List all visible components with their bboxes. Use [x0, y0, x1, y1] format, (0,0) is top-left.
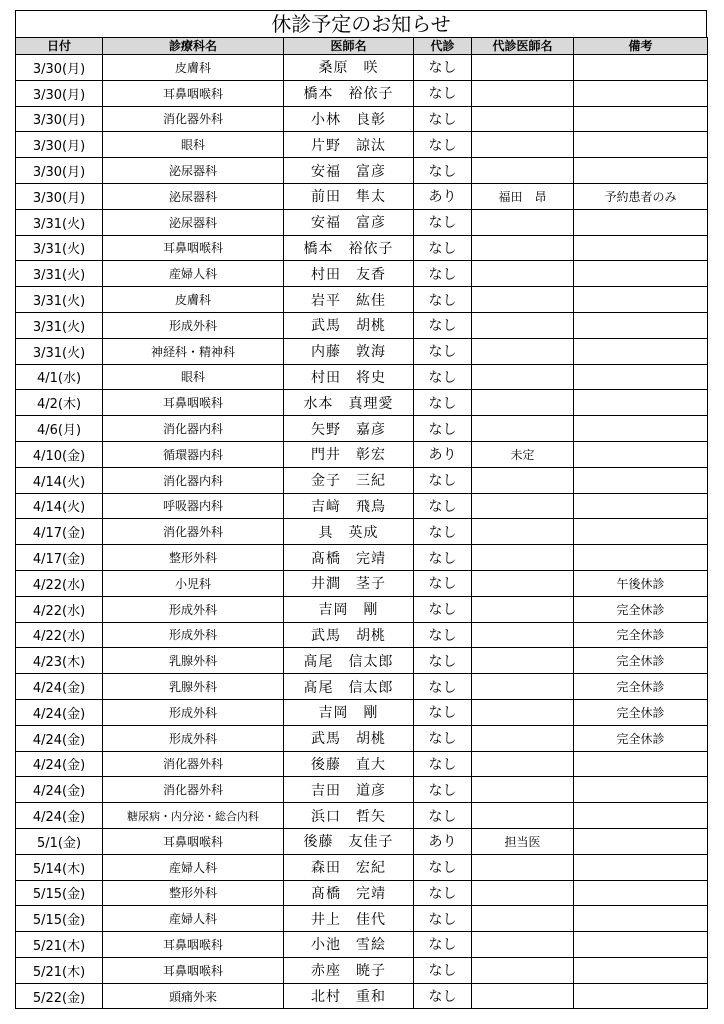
note-cell [574, 854, 708, 880]
date-cell: 4/14(火) [16, 493, 103, 519]
doctor-cell: 浜口 哲矢 [284, 803, 414, 829]
table-row [16, 364, 708, 390]
doctor-cell: 吉岡 剛 [284, 596, 414, 622]
header-substitute: 代診 [414, 38, 472, 55]
department-cell: 耳鼻咽喉科 [103, 390, 284, 416]
note-cell [574, 209, 708, 235]
date-cell: 4/23(木) [16, 648, 103, 674]
note-cell [574, 545, 708, 571]
doctor-cell: 小林 良彰 [284, 106, 414, 132]
date-cell: 4/22(水) [16, 622, 103, 648]
substitute-doctor-cell [472, 674, 574, 700]
substitute-cell: なし [414, 674, 472, 700]
note-cell [574, 364, 708, 390]
note-cell [574, 777, 708, 803]
date-cell: 4/24(金) [16, 699, 103, 725]
table-row [16, 493, 708, 519]
department-cell: 耳鼻咽喉科 [103, 957, 284, 983]
substitute-doctor-cell: 未定 [472, 441, 574, 467]
note-cell: 予約患者のみ [574, 183, 708, 209]
table-row [16, 880, 708, 906]
note-cell [574, 828, 708, 854]
date-cell: 5/1(金) [16, 828, 103, 854]
date-cell: 3/31(火) [16, 338, 103, 364]
department-cell: 糖尿病・内分泌・総合内科 [103, 803, 284, 829]
closure-table [15, 37, 708, 1009]
substitute-cell: なし [414, 55, 472, 81]
doctor-cell: 武馬 胡桃 [284, 725, 414, 751]
doctor-cell: 森田 宏紀 [284, 854, 414, 880]
doctor-cell: 矢野 嘉彦 [284, 416, 414, 442]
substitute-cell: なし [414, 390, 472, 416]
date-cell: 3/30(月) [16, 132, 103, 158]
doctor-cell: 門井 彰宏 [284, 441, 414, 467]
header-department: 診療科名 [103, 38, 284, 55]
department-cell: 消化器内科 [103, 416, 284, 442]
date-cell: 4/24(金) [16, 751, 103, 777]
substitute-doctor-cell [472, 880, 574, 906]
substitute-cell: あり [414, 183, 472, 209]
table-row [16, 854, 708, 880]
table-row [16, 441, 708, 467]
substitute-cell: なし [414, 261, 472, 287]
doctor-cell: 後藤 直大 [284, 751, 414, 777]
note-cell [574, 158, 708, 184]
note-cell: 完全休診 [574, 648, 708, 674]
table-row [16, 416, 708, 442]
date-cell: 5/22(金) [16, 983, 103, 1009]
table-row [16, 467, 708, 493]
substitute-doctor-cell: 担当医 [472, 828, 574, 854]
substitute-doctor-cell [472, 467, 574, 493]
date-cell: 3/30(月) [16, 106, 103, 132]
substitute-doctor-cell [472, 570, 574, 596]
date-cell: 4/2(木) [16, 390, 103, 416]
table-row [16, 183, 708, 209]
note-cell [574, 467, 708, 493]
doctor-cell: 井上 佳代 [284, 906, 414, 932]
note-cell [574, 132, 708, 158]
substitute-doctor-cell [472, 519, 574, 545]
doctor-cell: 金子 三紀 [284, 467, 414, 493]
substitute-doctor-cell [472, 55, 574, 81]
closure-notice-sheet [15, 10, 707, 1009]
department-cell: 眼科 [103, 132, 284, 158]
header-date: 日付 [16, 38, 103, 55]
note-cell [574, 287, 708, 313]
date-cell: 4/17(金) [16, 519, 103, 545]
department-cell: 消化器外科 [103, 106, 284, 132]
substitute-cell: なし [414, 545, 472, 571]
page-title: 休診予定のお知らせ [15, 10, 707, 37]
substitute-cell: なし [414, 880, 472, 906]
doctor-cell: 具 英成 [284, 519, 414, 545]
substitute-cell: なし [414, 725, 472, 751]
date-cell: 3/30(月) [16, 183, 103, 209]
substitute-doctor-cell: 福田 昂 [472, 183, 574, 209]
doctor-cell: 赤座 暁子 [284, 957, 414, 983]
substitute-cell: なし [414, 983, 472, 1009]
table-row [16, 957, 708, 983]
date-cell: 5/15(金) [16, 880, 103, 906]
doctor-cell: 片野 諒汰 [284, 132, 414, 158]
note-cell [574, 932, 708, 958]
substitute-cell: なし [414, 287, 472, 313]
doctor-cell: 北村 重和 [284, 983, 414, 1009]
substitute-cell: なし [414, 106, 472, 132]
substitute-doctor-cell [472, 390, 574, 416]
date-cell: 3/30(月) [16, 158, 103, 184]
substitute-cell: あり [414, 828, 472, 854]
table-row [16, 287, 708, 313]
department-cell: 泌尿器科 [103, 158, 284, 184]
table-row [16, 596, 708, 622]
substitute-cell: なし [414, 699, 472, 725]
table-row [16, 390, 708, 416]
date-cell: 3/31(火) [16, 235, 103, 261]
doctor-cell: 内藤 敦海 [284, 338, 414, 364]
note-cell [574, 751, 708, 777]
table-row [16, 570, 708, 596]
department-cell: 整形外科 [103, 545, 284, 571]
note-cell [574, 390, 708, 416]
doctor-cell: 武馬 胡桃 [284, 312, 414, 338]
date-cell: 4/6(月) [16, 416, 103, 442]
date-cell: 3/30(月) [16, 80, 103, 106]
table-row [16, 622, 708, 648]
note-cell [574, 493, 708, 519]
doctor-cell: 後藤 友佳子 [284, 828, 414, 854]
doctor-cell: 髙尾 信太郎 [284, 674, 414, 700]
substitute-doctor-cell [472, 957, 574, 983]
date-cell: 5/14(木) [16, 854, 103, 880]
table-row [16, 828, 708, 854]
department-cell: 頭痛外来 [103, 983, 284, 1009]
substitute-doctor-cell [472, 596, 574, 622]
substitute-doctor-cell [472, 261, 574, 287]
note-cell [574, 519, 708, 545]
department-cell: 皮膚科 [103, 55, 284, 81]
substitute-doctor-cell [472, 545, 574, 571]
substitute-cell: なし [414, 235, 472, 261]
date-cell: 4/22(水) [16, 570, 103, 596]
note-cell [574, 80, 708, 106]
doctor-cell: 吉田 道彦 [284, 777, 414, 803]
note-cell: 完全休診 [574, 622, 708, 648]
substitute-cell: なし [414, 416, 472, 442]
date-cell: 4/24(金) [16, 803, 103, 829]
table-row [16, 674, 708, 700]
substitute-doctor-cell [472, 132, 574, 158]
substitute-doctor-cell [472, 80, 574, 106]
department-cell: 耳鼻咽喉科 [103, 932, 284, 958]
department-cell: 形成外科 [103, 725, 284, 751]
note-cell: 完全休診 [574, 674, 708, 700]
substitute-doctor-cell [472, 364, 574, 390]
date-cell: 4/10(金) [16, 441, 103, 467]
doctor-cell: 桑原 咲 [284, 55, 414, 81]
substitute-doctor-cell [472, 622, 574, 648]
substitute-cell: なし [414, 777, 472, 803]
substitute-doctor-cell [472, 493, 574, 519]
date-cell: 3/31(火) [16, 261, 103, 287]
table-row [16, 158, 708, 184]
department-cell: 耳鼻咽喉科 [103, 235, 284, 261]
substitute-cell: なし [414, 158, 472, 184]
table-row [16, 983, 708, 1009]
doctor-cell: 吉岡 剛 [284, 699, 414, 725]
header-substitute-doctor: 代診医師名 [472, 38, 574, 55]
department-cell: 産婦人科 [103, 261, 284, 287]
substitute-cell: なし [414, 854, 472, 880]
substitute-doctor-cell [472, 854, 574, 880]
date-cell: 4/24(金) [16, 674, 103, 700]
substitute-cell: なし [414, 80, 472, 106]
table-row [16, 932, 708, 958]
substitute-doctor-cell [472, 287, 574, 313]
substitute-doctor-cell [472, 751, 574, 777]
note-cell [574, 957, 708, 983]
substitute-cell: なし [414, 132, 472, 158]
substitute-cell: なし [414, 932, 472, 958]
substitute-doctor-cell [472, 106, 574, 132]
table-row [16, 751, 708, 777]
table-row [16, 209, 708, 235]
note-cell: 完全休診 [574, 725, 708, 751]
substitute-doctor-cell [472, 312, 574, 338]
substitute-cell: なし [414, 803, 472, 829]
department-cell: 泌尿器科 [103, 183, 284, 209]
note-cell [574, 312, 708, 338]
note-cell: 完全休診 [574, 596, 708, 622]
substitute-cell: なし [414, 622, 472, 648]
note-cell [574, 106, 708, 132]
date-cell: 5/21(木) [16, 957, 103, 983]
substitute-doctor-cell [472, 235, 574, 261]
doctor-cell: 橋本 裕依子 [284, 235, 414, 261]
department-cell: 乳腺外科 [103, 648, 284, 674]
department-cell: 呼吸器内科 [103, 493, 284, 519]
date-cell: 3/31(火) [16, 209, 103, 235]
date-cell: 4/14(火) [16, 467, 103, 493]
header-doctor: 医師名 [284, 38, 414, 55]
table-row [16, 725, 708, 751]
note-cell [574, 338, 708, 364]
department-cell: 消化器外科 [103, 777, 284, 803]
table-row [16, 261, 708, 287]
department-cell: 形成外科 [103, 622, 284, 648]
doctor-cell: 水本 真理愛 [284, 390, 414, 416]
note-cell [574, 416, 708, 442]
note-cell [574, 880, 708, 906]
department-cell: 消化器外科 [103, 751, 284, 777]
department-cell: 神経科・精神科 [103, 338, 284, 364]
substitute-doctor-cell [472, 725, 574, 751]
substitute-doctor-cell [472, 416, 574, 442]
department-cell: 消化器外科 [103, 519, 284, 545]
doctor-cell: 橋本 裕依子 [284, 80, 414, 106]
doctor-cell: 岩平 紘佳 [284, 287, 414, 313]
table-row [16, 338, 708, 364]
department-cell: 形成外科 [103, 699, 284, 725]
table-row [16, 803, 708, 829]
department-cell: 乳腺外科 [103, 674, 284, 700]
doctor-cell: 前田 隼太 [284, 183, 414, 209]
substitute-cell: なし [414, 364, 472, 390]
substitute-doctor-cell [472, 158, 574, 184]
note-cell [574, 983, 708, 1009]
substitute-cell: なし [414, 312, 472, 338]
date-cell: 3/31(火) [16, 312, 103, 338]
substitute-cell: なし [414, 648, 472, 674]
table-row [16, 80, 708, 106]
header-note: 備考 [574, 38, 708, 55]
substitute-cell: なし [414, 957, 472, 983]
note-cell [574, 55, 708, 81]
doctor-cell: 髙橋 完靖 [284, 545, 414, 571]
date-cell: 4/22(水) [16, 596, 103, 622]
substitute-doctor-cell [472, 338, 574, 364]
substitute-doctor-cell [472, 932, 574, 958]
note-cell: 完全休診 [574, 699, 708, 725]
substitute-cell: なし [414, 596, 472, 622]
table-row [16, 545, 708, 571]
doctor-cell: 村田 友香 [284, 261, 414, 287]
substitute-cell: なし [414, 751, 472, 777]
note-cell [574, 906, 708, 932]
department-cell: 整形外科 [103, 880, 284, 906]
substitute-cell: なし [414, 467, 472, 493]
doctor-cell: 小池 雪絵 [284, 932, 414, 958]
table-row [16, 777, 708, 803]
table-row [16, 699, 708, 725]
date-cell: 5/21(木) [16, 932, 103, 958]
substitute-doctor-cell [472, 209, 574, 235]
date-cell: 5/15(金) [16, 906, 103, 932]
doctor-cell: 髙橋 完靖 [284, 880, 414, 906]
date-cell: 3/31(火) [16, 287, 103, 313]
date-cell: 3/30(月) [16, 55, 103, 81]
substitute-doctor-cell [472, 803, 574, 829]
doctor-cell: 村田 将史 [284, 364, 414, 390]
date-cell: 4/24(金) [16, 777, 103, 803]
note-cell [574, 803, 708, 829]
doctor-cell: 安福 富彦 [284, 209, 414, 235]
substitute-doctor-cell [472, 699, 574, 725]
doctor-cell: 髙尾 信太郎 [284, 648, 414, 674]
substitute-cell: なし [414, 209, 472, 235]
table-row [16, 519, 708, 545]
table-row [16, 906, 708, 932]
substitute-doctor-cell [472, 777, 574, 803]
date-cell: 4/17(金) [16, 545, 103, 571]
date-cell: 4/1(水) [16, 364, 103, 390]
department-cell: 皮膚科 [103, 287, 284, 313]
doctor-cell: 吉﨑 飛鳥 [284, 493, 414, 519]
substitute-doctor-cell [472, 648, 574, 674]
doctor-cell: 安福 富彦 [284, 158, 414, 184]
department-cell: 形成外科 [103, 596, 284, 622]
substitute-cell: なし [414, 906, 472, 932]
note-cell [574, 261, 708, 287]
substitute-cell: なし [414, 338, 472, 364]
department-cell: 耳鼻咽喉科 [103, 80, 284, 106]
department-cell: 形成外科 [103, 312, 284, 338]
department-cell: 産婦人科 [103, 906, 284, 932]
note-cell [574, 235, 708, 261]
substitute-cell: なし [414, 570, 472, 596]
department-cell: 眼科 [103, 364, 284, 390]
date-cell: 4/24(金) [16, 725, 103, 751]
table-row [16, 106, 708, 132]
table-row [16, 648, 708, 674]
department-cell: 耳鼻咽喉科 [103, 828, 284, 854]
substitute-doctor-cell [472, 983, 574, 1009]
substitute-doctor-cell [472, 906, 574, 932]
doctor-cell: 武馬 胡桃 [284, 622, 414, 648]
department-cell: 循環器内科 [103, 441, 284, 467]
doctor-cell: 井澗 茎子 [284, 570, 414, 596]
table-row [16, 312, 708, 338]
substitute-cell: なし [414, 519, 472, 545]
department-cell: 小児科 [103, 570, 284, 596]
table-row [16, 235, 708, 261]
table-row [16, 132, 708, 158]
table-row [16, 55, 708, 81]
substitute-cell: なし [414, 493, 472, 519]
note-cell [574, 441, 708, 467]
department-cell: 泌尿器科 [103, 209, 284, 235]
table-header-row [16, 38, 708, 55]
substitute-cell: あり [414, 441, 472, 467]
note-cell: 午後休診 [574, 570, 708, 596]
department-cell: 産婦人科 [103, 854, 284, 880]
department-cell: 消化器内科 [103, 467, 284, 493]
table-body [16, 55, 708, 1009]
